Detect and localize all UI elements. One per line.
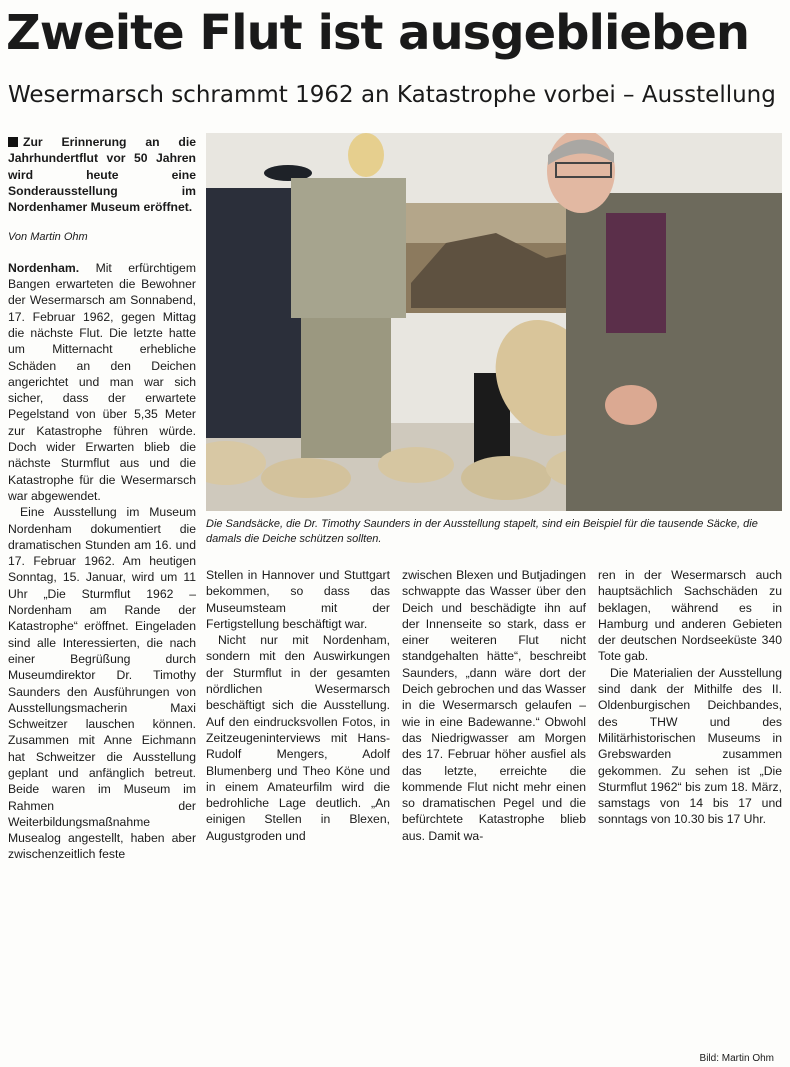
paragraph-2: Eine Ausstellung im Museum Nordenham dokumentiert die dramatischen Stunden am 16. und 17. Februar 1962. Am heutigen Sonntag, 15. Januar, wird um 11 Uhr „Die Sturmflut 1962 – Nordenham am Rande der Katastrophe“ eröffnet. Eingeladen sind alle Interessierten, die nach einer Begrüßung durch Museumdirektor Dr. Timothy Saunders den Ausführungen von Ausstellungsmacherin Maxi Schweitzer lauschen können. Zusammen mit Anne Eichmann hat Schweitzer die Ausstellung geplant und anfänglich betreut. Beide waren im Museum im Rahmen der Weiterbildungsmaßnahme Musealog angestellt, haben aber zwischenzeitlich feste bbox=[8, 505, 196, 862]
column-2 bbox=[206, 567, 390, 844]
paragraph-6: ren in der Wesermarsch auch hauptsächlich Sachschäden zu beklagen, während es in Hamburg und anderen Gebieten der deutschen Nordseeküste 340 Tote gab. bbox=[598, 568, 782, 664]
paragraph-1-text: Mit erfürchtigem Bangen erwarteten die Bewohner der Wesermarsch am Sonnabend, 17. Februar 1962, gegen Mittag die nächste Flut. Die letzte hatte um Mitternacht erhebliche Schäden an den Deichen angerichtet und man war sich sicher, dass der erwartete Pegelstand von über 5,35 Meter zur Katastrophe führen würde. Doch wider Erwarten blieb die nächste Sturmflut aus und die Katastrophe für die Wesermarsch war abgewendet. bbox=[8, 260, 196, 503]
paragraph-5: zwischen Blexen und Butjadingen schwappte das Wasser über den Deich und beschädigte ihn auf der Innenseite so stark, dass er einer weiteren Flut nicht standgehalten hätte“, beschreibt Saunders, „dann wäre dort der Deich gebrochen und das Wasser in die Wesermarsch gelaufen – wie in eine Badewanne.“ Obwohl das Niedrigwasser am Morgen des 17. Februar höher ausfiel als das letzte, erreichte die kommende Flut nicht mehr einen so dramatischen Pegel und die befürchtete Katastrophe blieb aus. Damit wa- bbox=[402, 568, 586, 843]
paragraph-7: Die Materialien der Ausstellung sind dank der Mithilfe des II. Oldenburgischen Deichbandes, des THW und des Militärhistorischen Museums in Grebswarden zusammen gekommen. Zu sehen ist „Die Sturmflut 1962“ bis zum 18. März, samstags von 14 bis 17 und sonntags von 10.30 bis 17 Uhr. bbox=[598, 665, 782, 827]
subheadline: Wesermarsch schrammt 1962 an Katastrophe vorbei – Ausstellung bbox=[8, 82, 776, 108]
teaser bbox=[8, 134, 196, 215]
teaser-text: Zur Erinnerung an die Jahrhundertflut vor 50 Jahren wird heute eine Sonderausstellung im Nordenhamer Museum eröffnet. bbox=[8, 135, 196, 215]
dateline: Nordenham. bbox=[8, 260, 80, 275]
author-byline: Von Martin Ohm bbox=[8, 231, 88, 244]
headline: Zweite Flut ist ausgeblieben bbox=[6, 5, 750, 61]
caption-text: Die Sandsäcke, die Dr. Timothy Saunders in der Ausstellung stapelt, sind ein Beispiel für die tausende Säcke, die damals die Deiche schützen sollten. bbox=[206, 518, 758, 545]
paragraph-1 bbox=[8, 260, 196, 504]
paragraph-3: Stellen in Hannover und Stuttgart bekommen, so dass das Museumsteam mit der Fertigstellung beschäftigt war. bbox=[206, 568, 390, 631]
column-3 bbox=[402, 567, 586, 844]
column-1 bbox=[8, 134, 196, 863]
article-photo bbox=[206, 133, 782, 511]
photo-credit: Bild: Martin Ohm bbox=[699, 1053, 774, 1064]
paragraph-4: Nicht nur mit Nordenham, sondern mit den Auswirkungen der Sturmflut in der gesamten nördlichen Wesermarsch beschäftigt sich die Ausstellung. Auf den eindrucksvollen Fotos, in Zeitzeugeninterviews mit Hans-Rudolf Mengers, Adolf Blumenberg und Theo Köne und in einem Amateurfilm wird die bedrohliche Lage deutlich. „An einigen Stellen in Blexen, Augustgroden und bbox=[206, 633, 390, 843]
column-4 bbox=[598, 567, 782, 828]
square-bullet-icon bbox=[8, 137, 18, 147]
